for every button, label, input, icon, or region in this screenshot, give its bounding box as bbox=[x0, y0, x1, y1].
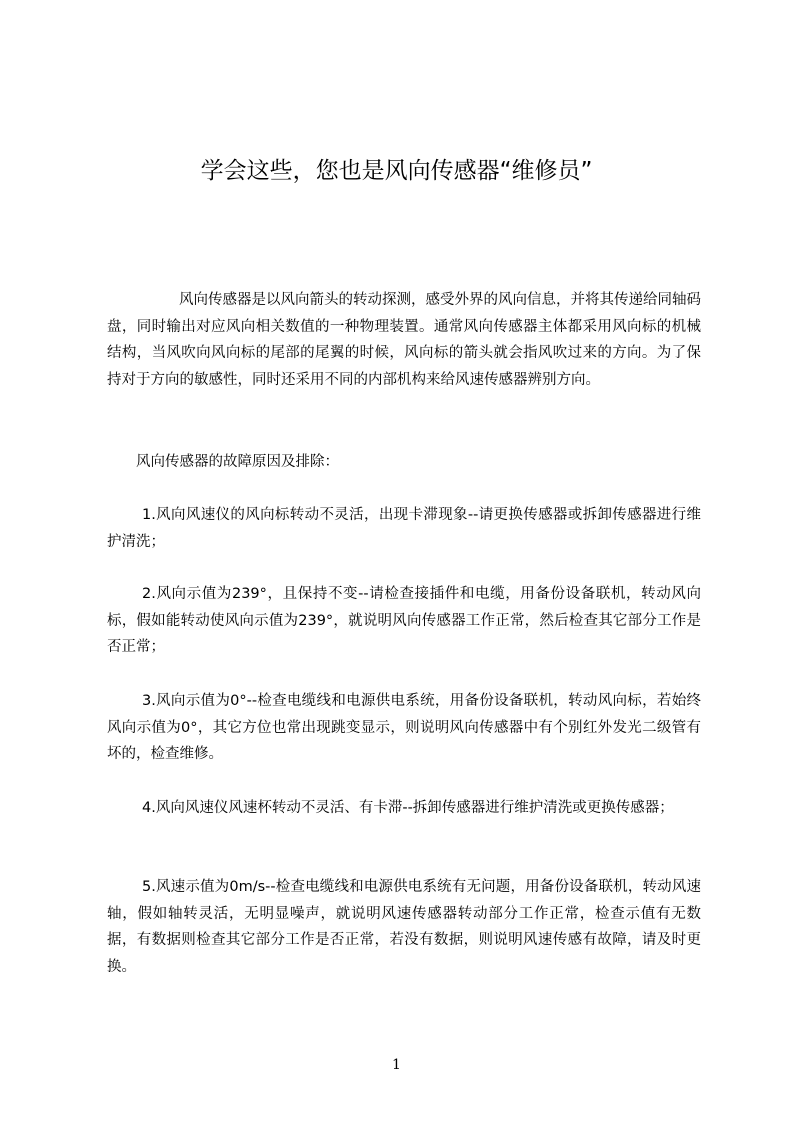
fault-item-1: 1.风向风速仪的风向标转动不灵活，出现卡滞现象--请更换传感器或拆卸传感器进行维护清洗； bbox=[107, 507, 701, 550]
page-number: 1 bbox=[392, 1057, 401, 1073]
intro-paragraph: 风向传感器是以风向箭头的转动探测，感受外界的风向信息，并将其传递给同轴码盘，同时输出对应风向相关数值的一种物理装置。通常风向传感器主体都采用风向标的机械结构，当风吹向风向标的尾部的尾翼的时候，风向标的箭头就会指风吹过来的方向。为了保持对于方向的敏感性，同时还采用不同的内部机构来给风速传感器辨别方向。 bbox=[107, 292, 701, 388]
page-title: 学会这些，您也是风向传感器“维修员” bbox=[200, 158, 593, 185]
fault-item-2: 2.风向示值为239°，且保持不变--请检查接插件和电缆，用备份设备联机，转动风向标，假如能转动使风向示值为239°，就说明风向传感器工作正常，然后检查其它部分工作是否正常； bbox=[107, 586, 701, 655]
fault-item-5: 5.风速示值为0m/s--检查电缆线和电源供电系统有无问题，用备份设备联机，转动风速轴，假如轴转灵活，无明显噪声，就说明风速传感器转动部分工作正常，检查示值有无数据，有数据则检查其它部分工作是否正常，若没有数据，则说明风速传感有故障，请及时更换。 bbox=[107, 879, 701, 975]
fault-item-3: 3.风向示值为0°--检查电缆线和电源供电系统，用备份设备联机，转动风向标，若始终风向示值为0°，其它方位也常出现跳变显示，则说明风向传感器中有个别红外发光二级管有坏的，检查维修。 bbox=[107, 693, 701, 762]
fault-item-4: 4.风向风速仪风速杯转动不灵活、有卡滞--拆卸传感器进行维护清洗或更换传感器； bbox=[142, 800, 674, 816]
section-heading: 风向传感器的故障原因及排除： bbox=[136, 454, 339, 470]
